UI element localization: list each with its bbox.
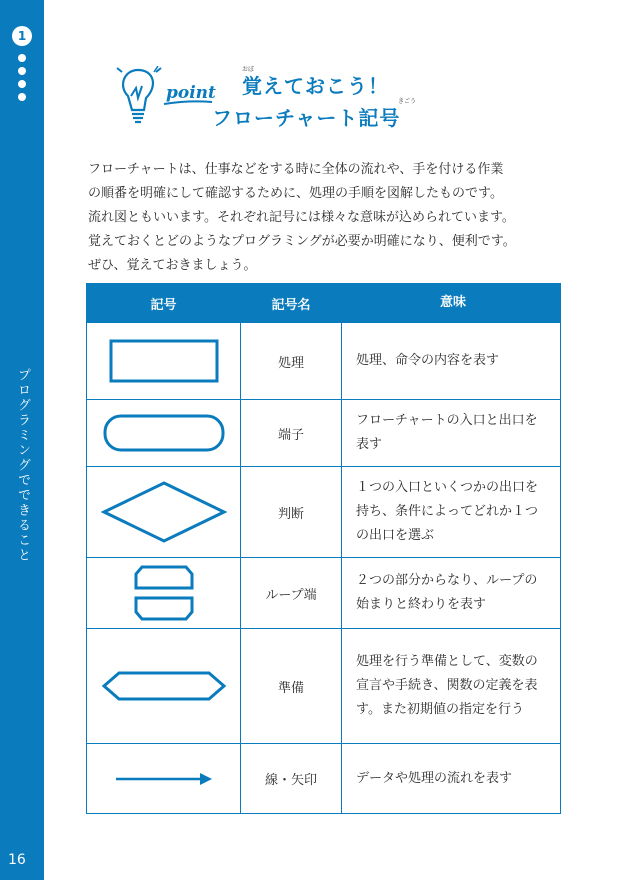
symbol-name: 線・矢印 <box>241 744 342 814</box>
header-meaning: 意味 <box>342 284 561 323</box>
symbol-meaning: ２つの部分からなり、ループの始まりと終わりを表す <box>342 558 561 629</box>
page-number: 16 <box>8 852 26 868</box>
table-row <box>87 323 561 400</box>
loop-limit-symbol <box>87 558 241 629</box>
decision-symbol <box>87 467 241 558</box>
table-header-row <box>87 284 561 323</box>
progress-dot <box>18 80 26 88</box>
symbol-meaning: １つの入口といくつかの出口を持ち、条件によってどれか１つの出口を選ぶ <box>342 467 561 558</box>
symbol-meaning: 処理を行う準備として、変数の宣言や手続き、関数の定義を表す。また初期値の指定を行う <box>342 629 561 744</box>
table-row <box>87 558 561 629</box>
header-symbol: 記号 <box>87 284 241 323</box>
symbol-name: 端子 <box>241 400 342 467</box>
progress-dot <box>18 54 26 62</box>
intro-line: フローチャートは、仕事などをする時に全体の流れや、手を付ける作業 <box>88 162 504 177</box>
page-title-line1: 覚えておこう！ <box>242 74 389 98</box>
title-ruby: おぼ <box>242 66 255 73</box>
title-ruby: きごう <box>398 98 417 105</box>
header-symbol-name: 記号名 <box>241 284 342 323</box>
flowchart-symbol-table <box>86 283 561 814</box>
chapter-number-badge: 1 <box>12 26 32 46</box>
table-row <box>87 400 561 467</box>
preparation-symbol <box>87 629 241 744</box>
intro-line: の順番を明確にして確認するために、処理の手順を図解したものです。 <box>88 186 503 201</box>
chapter-sidebar <box>0 0 44 880</box>
symbol-name: 判断 <box>241 467 342 558</box>
intro-line: 覚えておくとどのようなプログラミングが必要か明確になり、便利です。 <box>88 234 516 249</box>
terminal-symbol <box>87 400 241 467</box>
progress-dot <box>18 93 26 101</box>
arrow-symbol <box>87 744 241 814</box>
intro-line: ぜひ、覚えておきましょう。 <box>88 258 257 273</box>
symbol-meaning: フローチャートの入口と出口を表す <box>342 400 561 467</box>
intro-paragraph <box>88 158 562 278</box>
symbol-name: 処理 <box>241 323 342 400</box>
table-row <box>87 467 561 558</box>
intro-line: 流れ図ともいいます。それぞれ記号には様々な意味が込められています。 <box>88 210 515 225</box>
section-title: プログラミングでできること <box>15 368 30 563</box>
lightbulb-point-icon <box>114 66 224 136</box>
process-symbol <box>87 323 241 400</box>
symbol-meaning: データや処理の流れを表す <box>342 744 561 814</box>
page-title-line2: フローチャート記号 <box>212 106 401 130</box>
point-label: point <box>166 83 216 103</box>
table-row <box>87 629 561 744</box>
symbol-name: ループ端 <box>241 558 342 629</box>
table-row <box>87 744 561 814</box>
progress-dot <box>18 67 26 75</box>
symbol-name: 準備 <box>241 629 342 744</box>
symbol-meaning: 処理、命令の内容を表す <box>342 323 561 400</box>
